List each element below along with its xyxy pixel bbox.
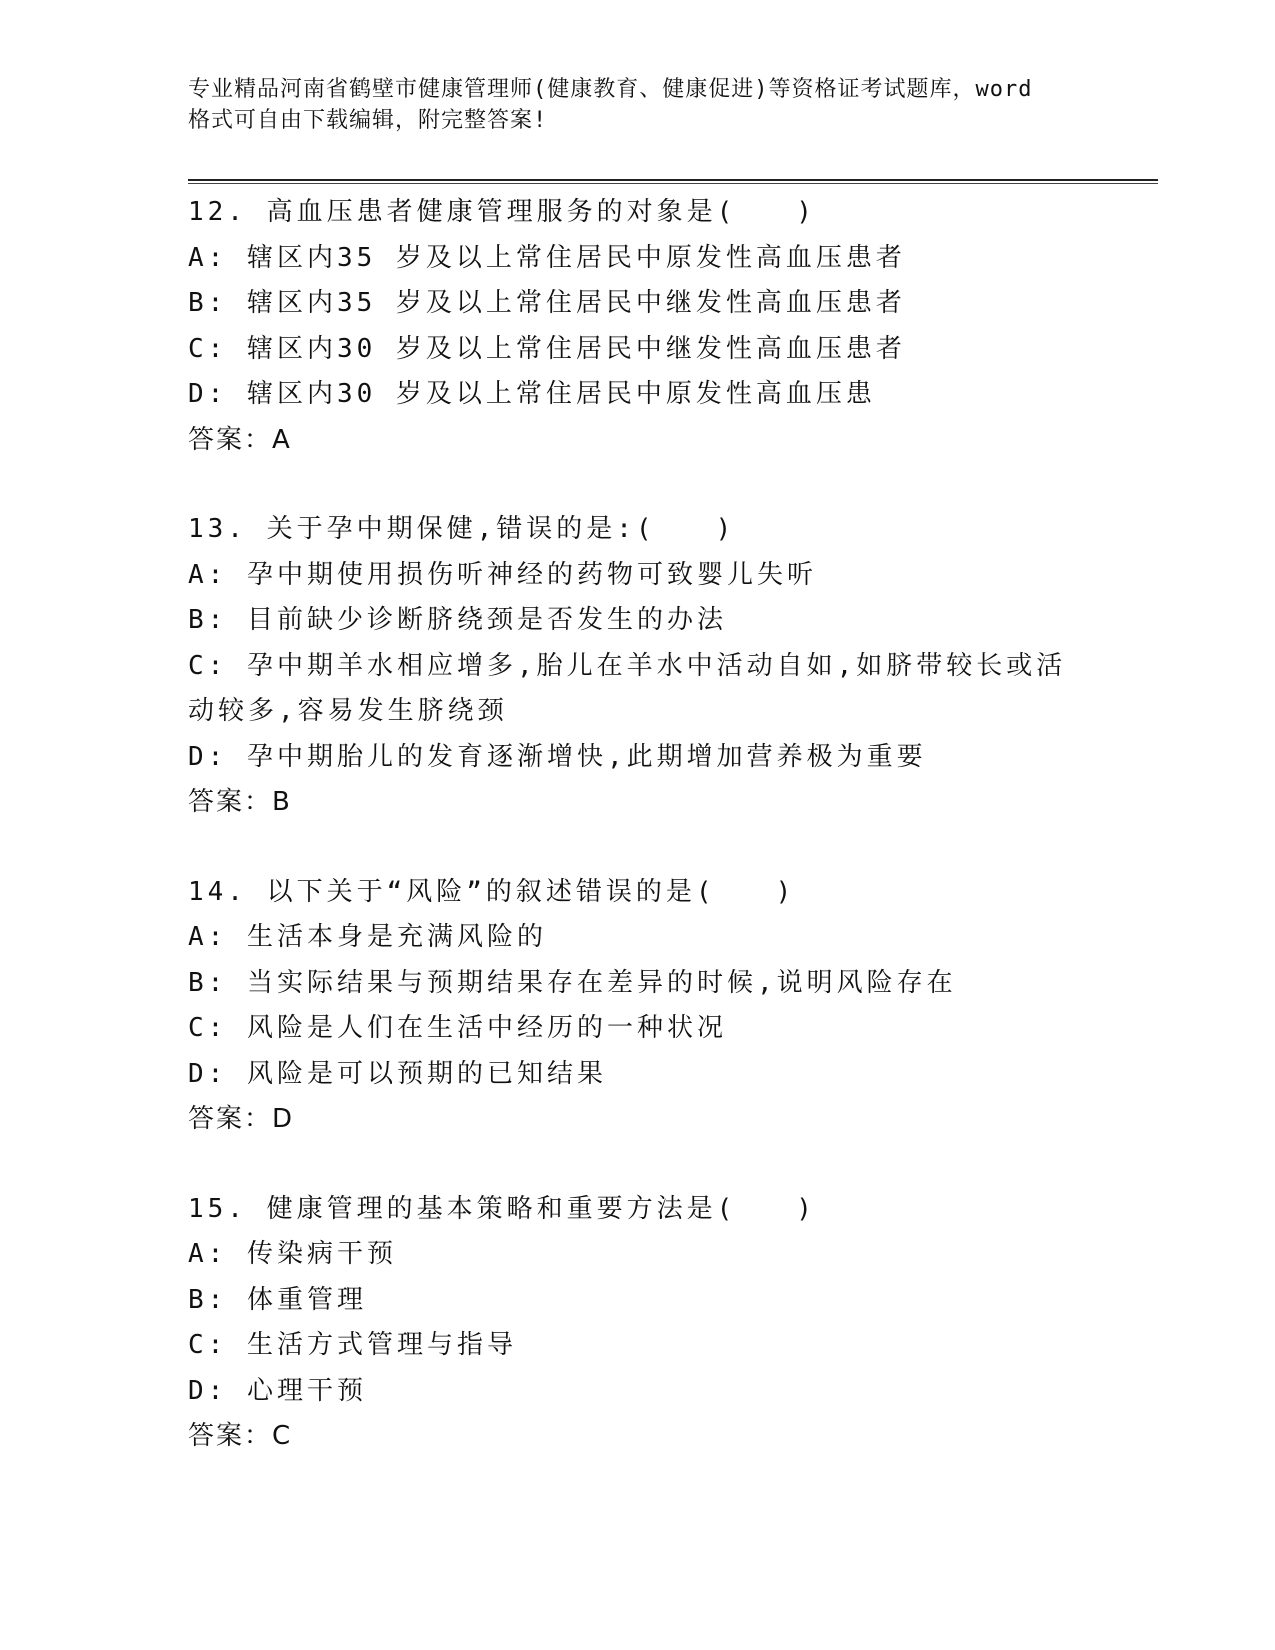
answer-text: 答案：D [188,1104,295,1134]
option-b: B: 辖区内35 岁及以上常住居民中继发性高血压患者 [188,288,906,318]
question-stem: 12. 高血压患者健康管理服务的对象是( ) [188,197,816,227]
option-c: C: 生活方式管理与指导 [188,1330,517,1360]
option-c: C: 风险是人们在生活中经历的一种状况 [188,1013,727,1043]
option-d: D: 心理干预 [188,1375,367,1406]
option-d: D: 辖区内30 岁及以上常住居民中原发性高血压患 [188,379,876,409]
option-a: A: 传染病干预 [188,1239,397,1269]
document-header [188,74,1088,136]
question-15 [188,1187,1108,1460]
option-d: D: 孕中期胎儿的发育逐渐增快,此期增加营养极为重要 [188,741,927,772]
option-a: A: 生活本身是充满风险的 [188,922,547,952]
answer-text: 答案：A [188,424,292,455]
question-list [188,190,1108,1504]
question-14 [188,870,1108,1143]
option-b: B: 当实际结果与预期结果存在差异的时候,说明风险存在 [188,967,957,998]
option-a: A: 辖区内35 岁及以上常住居民中原发性高血压患者 [188,242,906,273]
answer-text: 答案：C [188,1421,293,1451]
header-line-1: 专业精品河南省鹤壁市健康管理师(健康教育、健康促进)等资格证考试题库，word [188,77,1033,102]
question-stem: 14. 以下关于“风险”的叙述错误的是( ) [188,876,796,907]
option-a: A: 孕中期使用损伤听神经的药物可致婴儿失听 [188,559,817,590]
option-d: D: 风险是可以预期的已知结果 [188,1058,607,1089]
header-divider-thick [188,179,1158,181]
question-13 [188,507,1108,826]
header-line-2: 格式可自由下载编辑，附完整答案! [188,108,548,133]
question-stem: 13. 关于孕中期保健,错误的是:( ) [188,514,736,544]
option-c: C: 孕中期羊水相应增多,胎儿在羊水中活动自如,如脐带较长或活动较多,容易发生脐绕颈 [188,650,1067,726]
option-b: B: 目前缺少诊断脐绕颈是否发生的办法 [188,605,727,635]
header-divider-thin [188,183,1158,184]
question-12 [188,190,1108,463]
question-stem: 15. 健康管理的基本策略和重要方法是( ) [188,1193,816,1224]
option-c: C: 辖区内30 岁及以上常住居民中继发性高血压患者 [188,333,906,364]
option-b: B: 体重管理 [188,1284,367,1315]
answer-text: 答案：B [188,787,292,817]
